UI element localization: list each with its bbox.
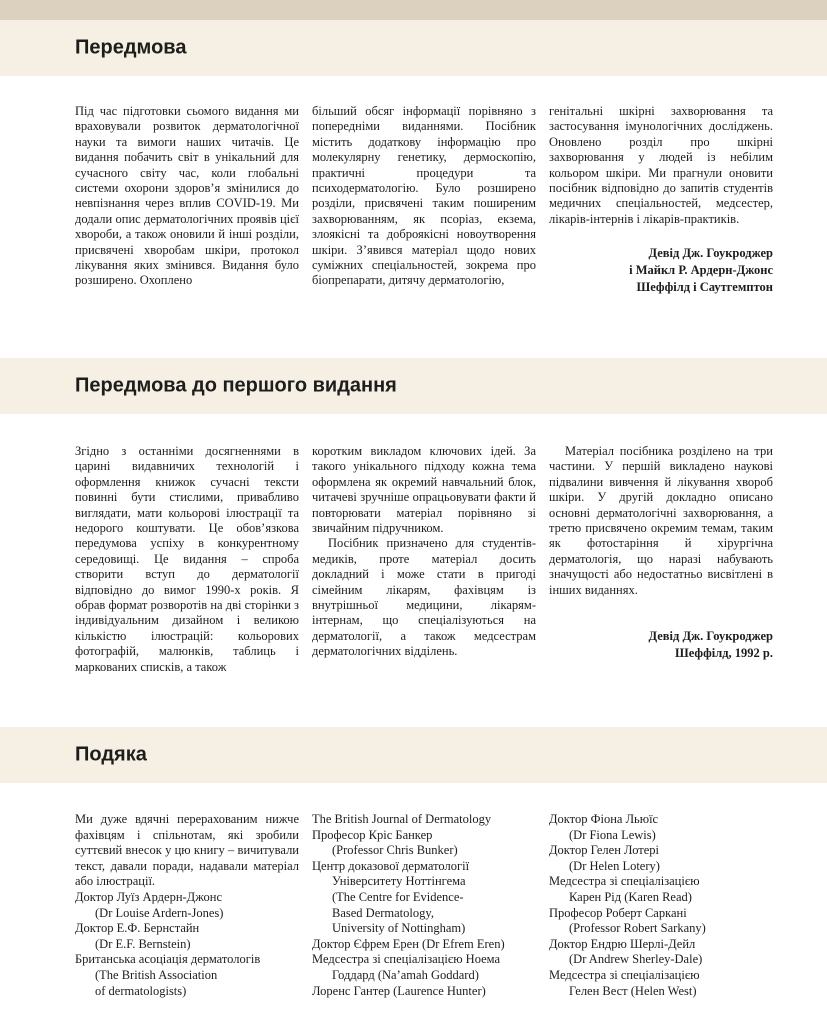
ack-list-item: Доктор Ендрю Шерлі-Дейл bbox=[549, 936, 696, 951]
ack-list-item: (Dr Fiona Lewis) bbox=[569, 827, 656, 842]
preface-text-1: Під час підготовки сьомого видання ми враховували розвиток дерматологічної науки та вимоги наших читачів. Це видання побачить світ в унікальний для сучасного світу час, коли глобальні системи охорони здоров’я змінилися до невпізнання через вплив COVID-19. Ми додали опис дерматологічних проявів цієї хвороби, а також оновили й інші розділи, присвячені хворобам шкіри, протокол лікування яких змінився. Видання було розширено. Охоплено bbox=[75, 104, 299, 288]
first-preface-text-4: Матеріал посібника розділено на три частини. У першій викладено наукові підвалини вивчення й лікування хвороб шкіри. У другій докладно описано основні дерматологічні захворювання, а третю присвячено окремим темам, таким як фотостаріння й хірургічна дерматологія, що наразі набувають значущості або недостатньо висвітлені в інших виданнях. bbox=[549, 444, 773, 597]
ack-list-item: Медсестра зі спеціалізацією bbox=[549, 967, 700, 982]
first-preface-signature bbox=[549, 628, 773, 662]
preface-text-2: більший обсяг інформації порівняно з попередніми виданнями. Посібник містить додаткову інформацію про молекулярну генетику, дермоскопію, практичні процедури та психодерматологію. Було розширено розділи, присвячені таким поширеним захворюванням, як псоріаз, екзема, злоякісні та доброякісні новоутворення шкіри. З’явився матеріал щодо нових суміжних спеціальностей, зокрема про біопрепарати, дитячу дерматологію, bbox=[312, 104, 536, 288]
first-preface-text-2: коротким викладом ключових ідей. За такого унікального підходу кожна тема оформлена як окремий навчальний блок, читачеві зручніше опрацьовувати факти й повторювати матеріал порівняно зі звичайним підручником. bbox=[312, 444, 536, 536]
signature-line: Девід Дж. Гоукроджер bbox=[648, 246, 773, 261]
ack-list-3 bbox=[549, 812, 773, 999]
ack-title: Подяка bbox=[75, 743, 147, 766]
ack-list-item: Центр доказової дерматології bbox=[312, 858, 470, 873]
ack-list-item: Доктор Луїз Ардерн-Джонс bbox=[75, 889, 223, 904]
ack-list-item: Годдард (Na’amah Goddard) bbox=[332, 967, 479, 982]
ack-list-item: (Dr Louise Ardern-Jones) bbox=[95, 905, 224, 920]
ack-list-item: Based Dermatology, bbox=[332, 905, 434, 920]
signature-line: Девід Дж. Гоукроджер bbox=[648, 629, 773, 644]
ack-column-1 bbox=[75, 812, 299, 999]
preface-column-1 bbox=[75, 104, 299, 289]
first-preface-text-3: Посібник призначено для студентів-медиків, проте матеріал досить докладний і може стати в пригоді сімейним лікарям, фахівцям із внутрішньої медицини, лікарям-інтернам, що спеціалізуються на дерматології, а також медсестрам дерматологічних відділень. bbox=[312, 536, 536, 659]
ack-list-item: Медсестра зі спеціалізацією bbox=[549, 874, 700, 889]
preface-text-3: генітальні шкірні захворювання та застосування імунологічних досліджень. Оновлено розділ про шкірні захворювання у людей із небілим кольором шкіри. Ми прагнули оновити посібник відповідно до запитів студентів медичних спеціальностей, медсестер, лікарів-інтернів і лікарів-практиків. bbox=[549, 104, 773, 226]
ack-intro: Ми дуже вдячні перерахованим нижче фахівцям і спільнотам, які зробили суттєвий внесок у цю книгу – вичитували текст, давали поради, надавали матеріал або ілюстрації. bbox=[75, 812, 299, 889]
ack-list-item: Доктор Фіона Льюїс bbox=[549, 812, 659, 826]
ack-list-item: (Professor Robert Sarkany) bbox=[569, 921, 706, 936]
ack-list-item: (Dr E.F. Bernstein) bbox=[95, 936, 191, 951]
ack-list-item: Карен Рід (Karen Read) bbox=[569, 889, 692, 904]
signature-line: Шеффілд, 1992 р. bbox=[675, 646, 773, 661]
preface-column-2 bbox=[312, 104, 536, 289]
signature-line: Шеффілд і Саутгемптон bbox=[636, 280, 773, 295]
ack-column-2 bbox=[312, 812, 536, 999]
ack-list-item: (Professor Chris Bunker) bbox=[332, 843, 458, 858]
ack-list-item: Університету Ноттінгема bbox=[332, 874, 466, 889]
ack-list-item: Медсестра зі спеціалізацією Ноема bbox=[312, 952, 501, 967]
preface-title: Передмова bbox=[75, 36, 187, 59]
first-preface-column-1 bbox=[75, 444, 299, 675]
first-preface-column-3 bbox=[549, 444, 773, 662]
ack-list-item: of dermatologists) bbox=[95, 983, 187, 998]
ack-list-item: Професор Кріс Банкер bbox=[312, 827, 433, 842]
preface-signature bbox=[549, 245, 773, 296]
preface-header-band bbox=[0, 20, 827, 76]
ack-list-item: (The British Association bbox=[95, 967, 218, 982]
ack-list-item: Професор Роберт Саркані bbox=[549, 905, 687, 920]
first-preface-column-2 bbox=[312, 444, 536, 660]
ack-list-item: (Dr Andrew Sherley-Dale) bbox=[569, 952, 703, 967]
ack-list-item: (Dr Helen Lotery) bbox=[569, 858, 660, 873]
ack-list-item: Доктор Е.Ф. Бернстайн bbox=[75, 921, 200, 936]
first-preface-header-band bbox=[0, 358, 827, 414]
first-preface-text-1: Згідно з останніми досягненнями в царині видавничих технологій і оформлення книжок сучасні тексти повинні бути стислими, привабливо виглядати, мати кольорові ілюстрації та недорого коштувати. Це обов’язкова передумова успіху в конкурентному середовищі. Це видання – спроба створити вступ до дерматології відповідно до вимог 1990-х років. Я обрав формат розворотів на дві сторінки з індивідуальним дизайном і великою кількістю ілюстрацій: кольорових фотографій, малюнків, таблиць і маркованих списків, а також bbox=[75, 444, 299, 674]
signature-line: і Майкл Р. Ардерн-Джонс bbox=[629, 263, 773, 278]
ack-list-item: Британська асоціація дерматологів bbox=[75, 952, 261, 967]
ack-list-2 bbox=[312, 812, 536, 999]
ack-list-item: University of Nottingham) bbox=[332, 921, 466, 936]
ack-list-item: The British Journal of Dermatology bbox=[312, 812, 492, 826]
ack-list-item: (The Centre for Evidence- bbox=[332, 889, 464, 904]
ack-column-3 bbox=[549, 812, 773, 999]
ack-list-item: Доктор Єфрем Ерен (Dr Efrem Eren) bbox=[312, 936, 505, 951]
ack-list-item: Лоренс Гантер (Laurence Hunter) bbox=[312, 983, 486, 998]
preface-column-3 bbox=[549, 104, 773, 296]
first-preface-title: Передмова до першого видання bbox=[75, 374, 397, 397]
ack-header-band bbox=[0, 727, 827, 783]
ack-list-1 bbox=[75, 890, 299, 999]
top-color-strip bbox=[0, 0, 827, 20]
ack-list-item: Доктор Гелен Лотері bbox=[549, 843, 660, 858]
ack-list-item: Гелен Вест (Helen West) bbox=[569, 983, 697, 998]
